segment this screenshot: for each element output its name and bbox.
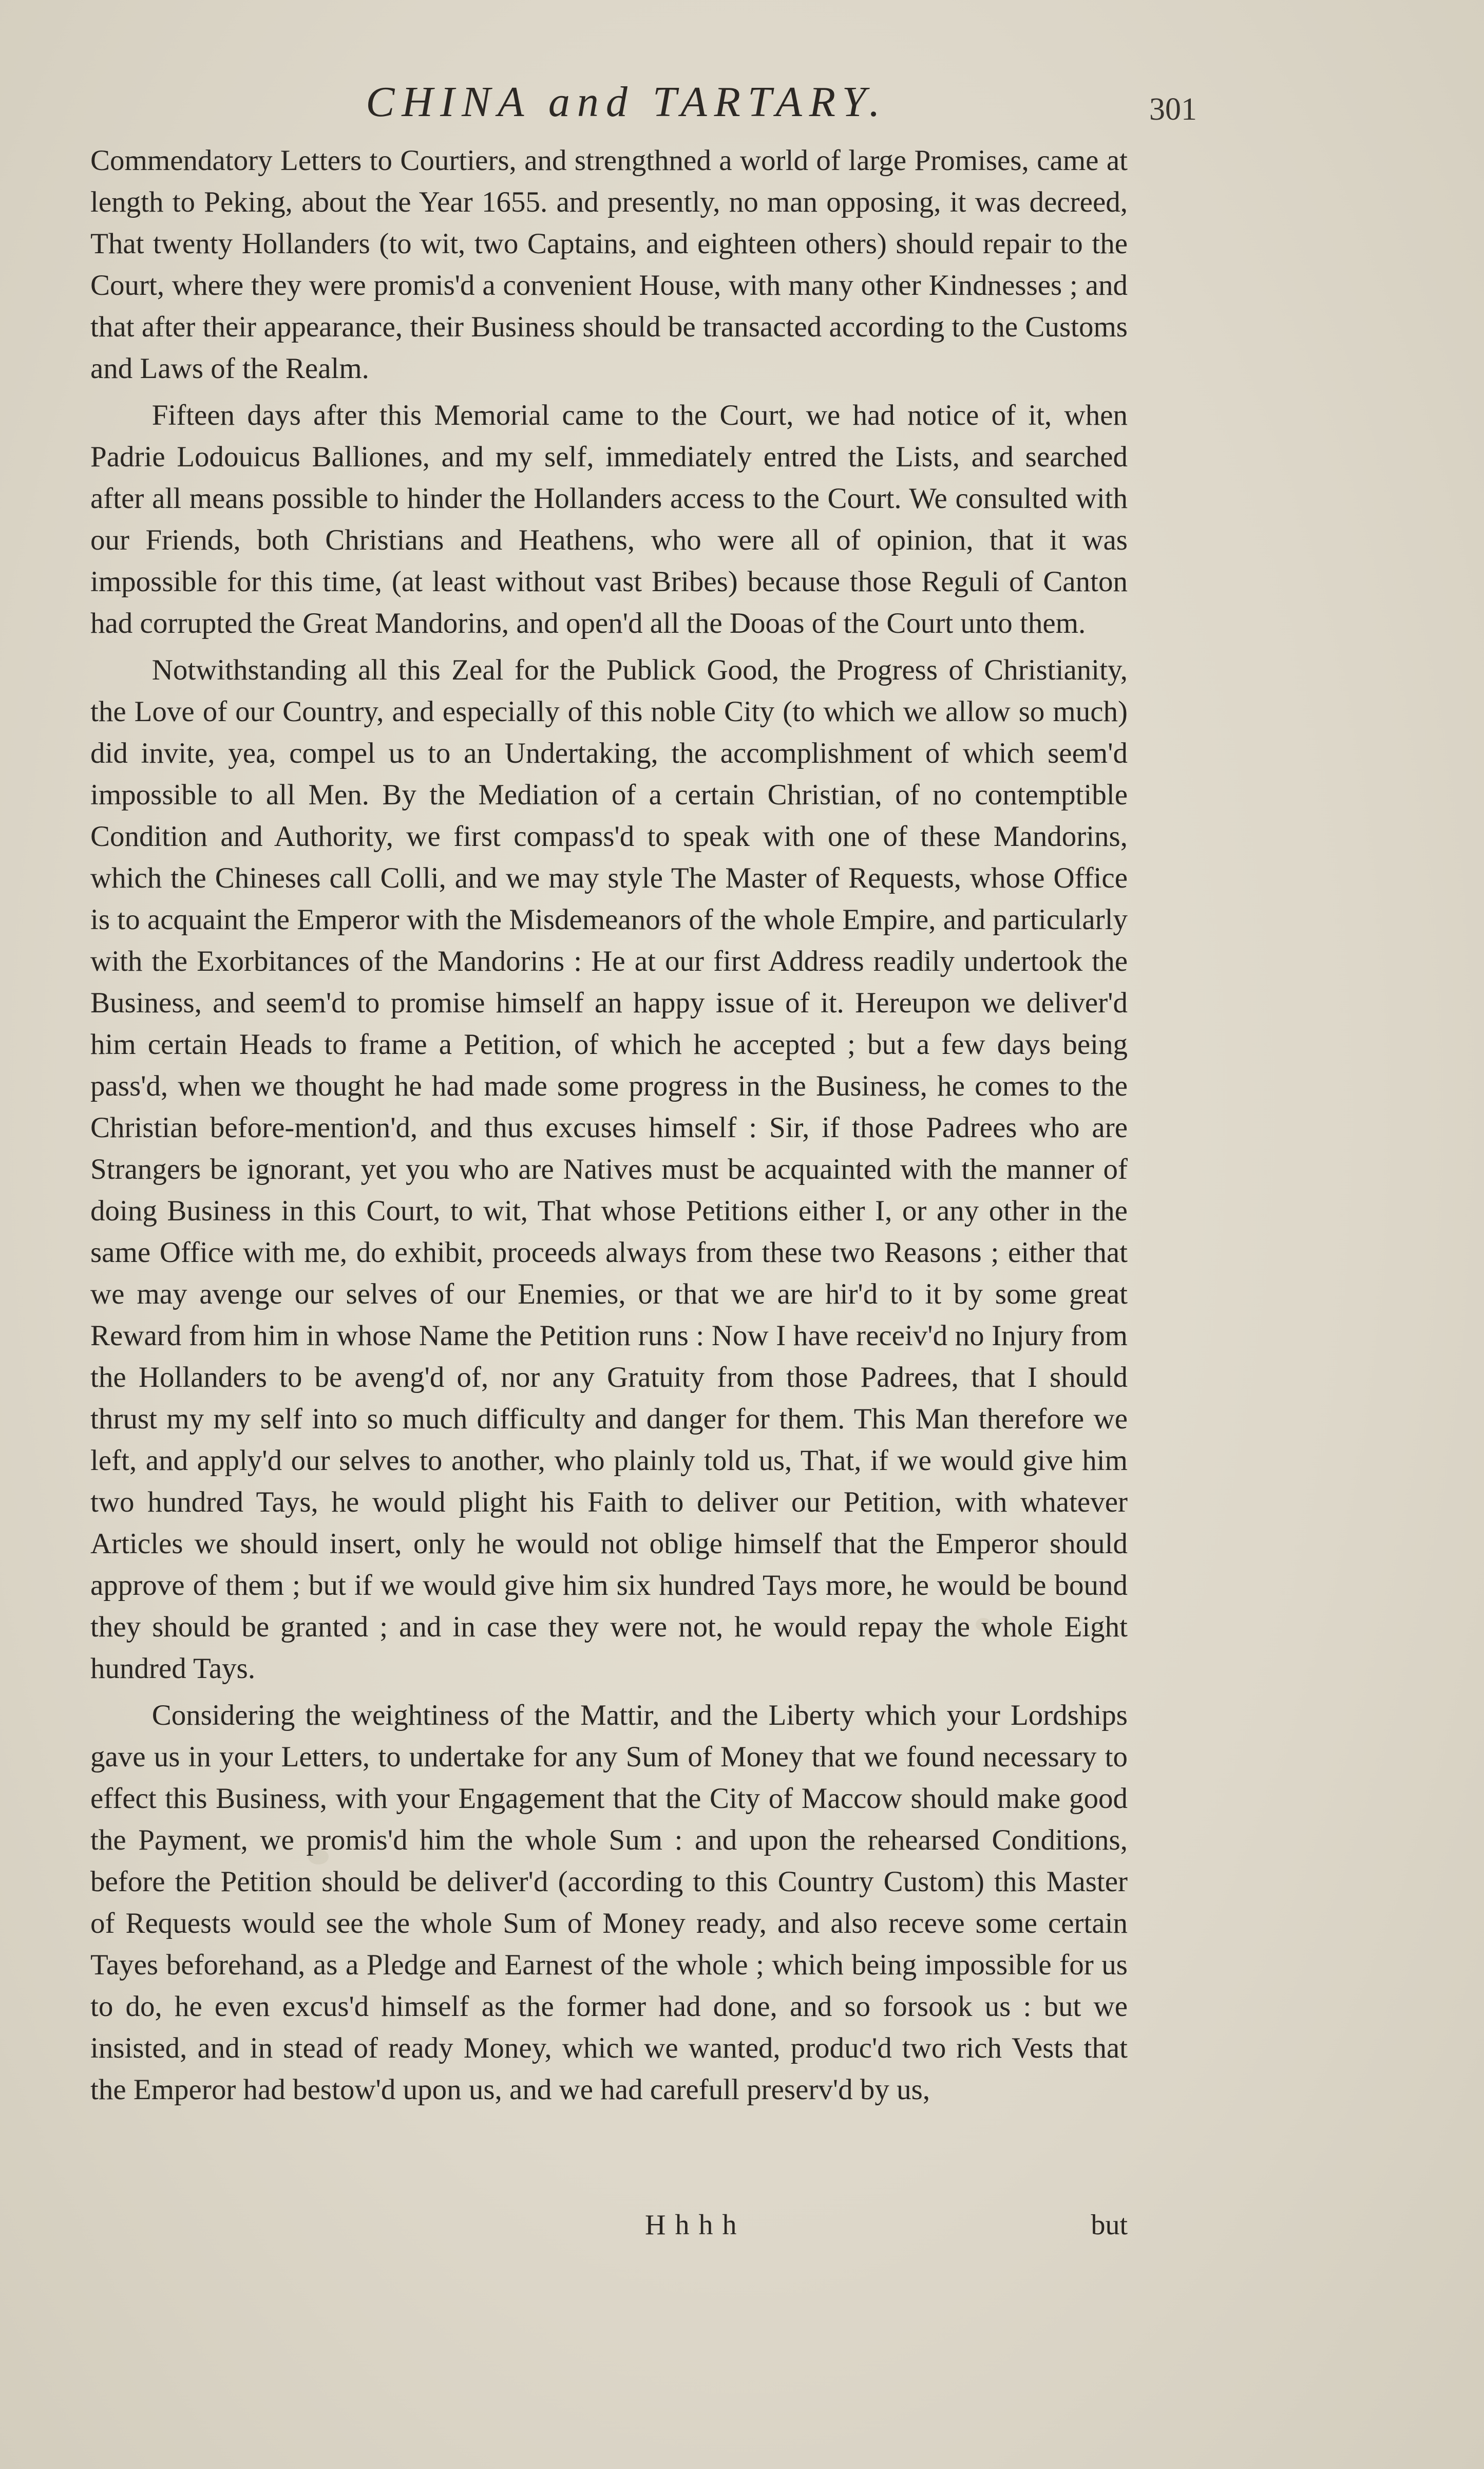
paragraph-4: Considering the weightiness of the Mattir, and the Liberty which your Lordships gave us in your Letters, to undertake for any Sum of Money that we found necessary to effect this Business, with your Engagement that the City of Maccow should make good the Payment, we promis'd him the whole Sum : and upon the rehearsed Conditions, before the Petition should be deliver'd (according to this Country Custom) this Master of Requests would see the whole Sum of Money ready, and also receve some certain Tayes beforehand, as a Pledge and Earnest of the whole ; which being impossible for us to do, he even excus'd himself as the former had done, and so forsook us : but we insisted, and in stead of ready Money, which we wanted, produc'd two rich Vests that the Emperor had bestow'd upon us, and we had carefull preserv'd by us,: [90, 1699, 1128, 2106]
paragraph-1: Commendatory Letters to Courtiers, and strengthned a world of large Promises, came at length to Peking, about the Year 1655. and presently, no man opposing, it was decreed, That twenty Hollanders (to wit, two Captains, and eighteen others) should repair to the Court, where they were promis'd a convenient House, with many other Kindnesses ; and that after their appearance, their Business should be transacted according to the Customs and Laws of the Realm.: [90, 144, 1128, 385]
running-title: CHINA and TARTARY.: [366, 78, 887, 126]
page-footer: [90, 2209, 1128, 2250]
signature-mark: Hhhh: [645, 2209, 746, 2241]
paragraph-2: Fifteen days after this Memorial came to the Court, we had notice of it, when Padrie Lodouicus Balliones, and my self, immediately entred the Lists, and searched after all means possible to hinder the Hollanders access to the Court. We consulted with our Friends, both Christians and Heathens, who were all of opinion, that it was impossible for this time, (at least without vast Bribes) because those Reguli of Canton had corrupted the Great Mandorins, and open'd all the Dooas of the Court unto them.: [90, 399, 1128, 639]
page-number: 301: [1149, 92, 1197, 127]
body-text: [90, 140, 1128, 2116]
paragraph-3: Notwithstanding all this Zeal for the Publick Good, the Progress of Christianity, the Love of our Country, and especially of this noble City (to which we allow so much) did invite, yea, compel us to an Undertaking, the accomplishment of which seem'd impossible to all Men. By the Mediation of a certain Christian, of no contemptible Condition and Authority, we first compass'd to speak with one of these Mandorins, which the Chineses call Colli, and we may style The Master of Requests, whose Office is to acquaint the Emperor with the Misdemeanors of the whole Empire, and particularly with the Exorbitances of the Mandorins : He at our first Address readily undertook the Business, and seem'd to promise himself an happy issue of it. Hereupon we deliver'd him certain Heads to frame a Petition, of which he accepted ; but a few days being pass'd, when we thought he had made some progress in the Business, he comes to the Christian before-mention'd, and thus excuses himself : Sir, if those Padrees who are Strangers be ignorant, yet you who are Natives must be acquainted with the manner of doing Business in this Court, to wit, That whose Petitions either I, or any other in the same Office with me, do exhibit, proceeds always from these two Reasons ; either that we may avenge our selves of our Enemies, or that we are hir'd to it by some great Reward from him in whose Name the Petition runs : Now I have receiv'd no Injury from the Hollanders to be aveng'd of, nor any Gratuity from those Padrees, that I should thrust my my self into so much difficulty and danger for them. This Man therefore we left, and apply'd our selves to another, who plainly told us, That, if we would give him two hundred Tays, he would plight his Faith to deliver our Petition, with whatever Articles we should insert, only he would not oblige himself that the Emperor should approve of them ; but if we would give him six hundred Tays more, he would be bound they should be granted ; and in case they were not, he would repay the whole Eight hundred Tays.: [90, 654, 1128, 1685]
catchword: but: [1091, 2209, 1128, 2241]
